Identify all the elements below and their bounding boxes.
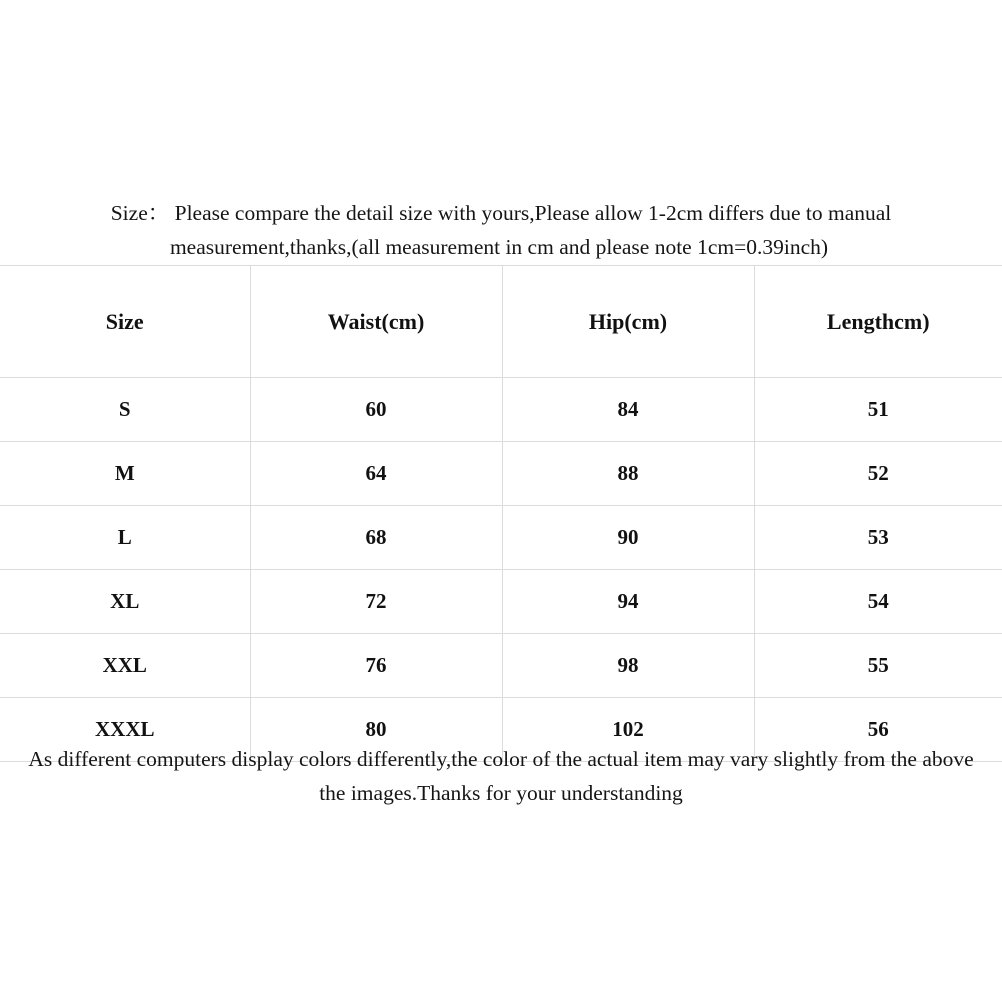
cell-size: XXL (0, 634, 250, 698)
size-table-head (0, 266, 1002, 378)
table-row (0, 570, 1002, 634)
cell-hip: 102 (502, 698, 754, 762)
intro-note (0, 196, 1002, 264)
cell-hip: 98 (502, 634, 754, 698)
cell-size: XXXL (0, 698, 250, 762)
cell-length: 52 (754, 442, 1002, 506)
column-header-size: Size (0, 266, 250, 378)
cell-waist: 64 (250, 442, 502, 506)
cell-length: 51 (754, 378, 1002, 442)
cell-length: 56 (754, 698, 1002, 762)
column-header-length: Lengthcm) (754, 266, 1002, 378)
footnote-line-1: As different computers display colors differently,the color of the actual item may vary slightly from the above (28, 747, 974, 771)
cell-hip: 90 (502, 506, 754, 570)
table-row (0, 506, 1002, 570)
cell-size: S (0, 378, 250, 442)
column-header-waist: Waist(cm) (250, 266, 502, 378)
color-disclaimer (0, 742, 1002, 810)
table-row (0, 378, 1002, 442)
cell-waist: 72 (250, 570, 502, 634)
cell-waist: 80 (250, 698, 502, 762)
cell-length: 53 (754, 506, 1002, 570)
intro-line-1: Size： Please compare the detail size with yours,Please allow 1-2cm differs due to manual (110, 201, 892, 225)
cell-waist: 68 (250, 506, 502, 570)
cell-hip: 94 (502, 570, 754, 634)
table-row (0, 442, 1002, 506)
intro-line-2: measurement,thanks,(all measurement in cm and please note 1cm=0.39inch) (169, 235, 829, 259)
size-table-body (0, 378, 1002, 762)
cell-size: L (0, 506, 250, 570)
footnote-line-2: the images.Thanks for your understanding (319, 781, 683, 805)
cell-waist: 76 (250, 634, 502, 698)
table-row (0, 634, 1002, 698)
cell-size: M (0, 442, 250, 506)
column-header-hip: Hip(cm) (502, 266, 754, 378)
cell-waist: 60 (250, 378, 502, 442)
cell-length: 55 (754, 634, 1002, 698)
cell-hip: 84 (502, 378, 754, 442)
size-table (0, 265, 1002, 762)
table-header-row (0, 266, 1002, 378)
cell-size: XL (0, 570, 250, 634)
cell-length: 54 (754, 570, 1002, 634)
cell-hip: 88 (502, 442, 754, 506)
